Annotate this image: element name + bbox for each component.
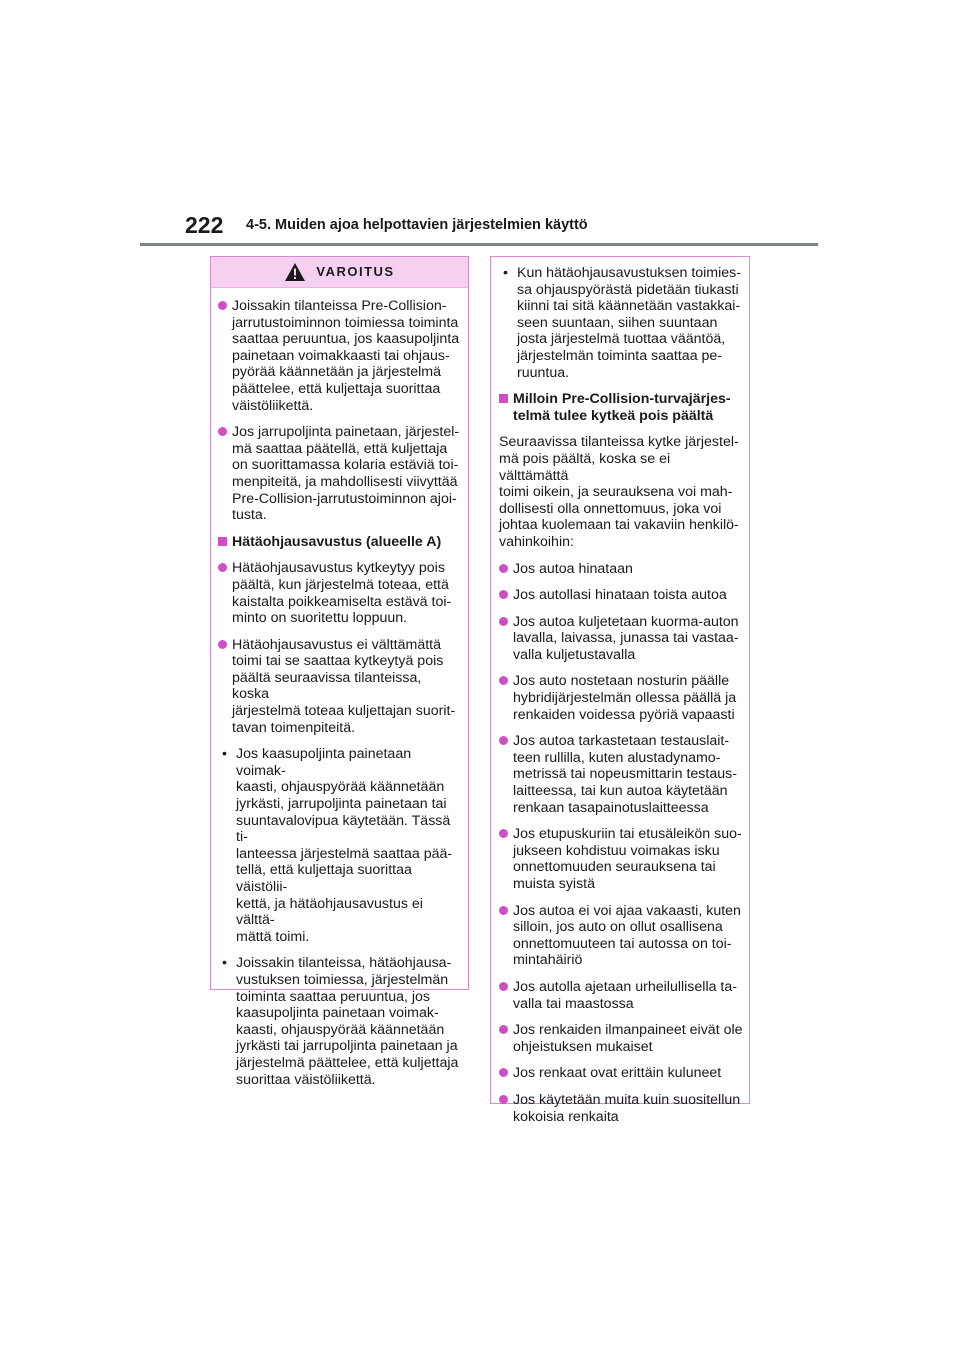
bullet-circle-icon bbox=[218, 640, 227, 649]
bullet-circle-icon bbox=[499, 829, 508, 838]
page-header bbox=[0, 0, 960, 250]
list-item bbox=[499, 826, 743, 892]
list-item-text: Jos renkaiden ilmanpaineet eivät ole ohjeistuksen mukaiset bbox=[513, 1022, 743, 1055]
list-item-text: Jos etupuskuriin tai etusäleikön suo- jukseen kohdistuu voimakas isku onnettomuuden seurauksena tai muista syistä bbox=[513, 826, 742, 892]
list-item bbox=[218, 424, 462, 524]
list-item bbox=[499, 903, 743, 969]
bullet-circle-icon bbox=[499, 590, 508, 599]
bullet-circle-icon bbox=[218, 301, 227, 310]
list-item-text: Jos renkaat ovat erittäin kuluneet bbox=[513, 1065, 722, 1082]
list-item-text: Hätäohjausavustus kytkeytyy pois päältä, kun järjestelmä toteaa, että kaistalta poikkeamiselta estävä toi- minto on suoritettu loppuun. bbox=[232, 560, 452, 627]
bullet-circle-icon bbox=[499, 617, 508, 626]
list-item bbox=[499, 733, 743, 816]
bullet-circle-icon bbox=[218, 427, 227, 436]
page-number: 222 bbox=[185, 212, 224, 238]
list-item-text: Jos kaasupoljinta painetaan voimak- kaasti, ohjauspyörää käännetään jyrkästi, jarrupoljinta painetaan tai suuntavalovipua käytetään. Tässä ti- lanteessa järjestelmä saattaa pää- tellä, että kuljettaja suorittaa väistölii- kettä, ja hätäohjausavustus ei välttä- mättä toimi. bbox=[236, 746, 453, 945]
list-item bbox=[218, 560, 462, 626]
list-item bbox=[218, 637, 462, 737]
list-item-text: Jos autoa tarkastetaan testauslait- teen rullilla, kuten alustadynamo- metrissä tai nopeusmittarin testaus- laitteessa, tai kun autoa käytetään renkaan tasapainotuslaitteessa bbox=[513, 733, 737, 816]
list-item-text: Joissakin tilanteissa, hätäohjausa- vustuksen toimiessa, järjestelmän toiminta saattaa peruuntua, jos kaasupoljinta painetaan voimak- kaasti, ohjauspyörää käännetään jyrkästi tai jarrupoljinta painetaan ja järjestelmä päättelee, että kuljettaja suorittaa väistöliikettä. bbox=[236, 955, 459, 1088]
list-item-text: Jos auto nostetaan nosturin päälle hybridijärjestelmän ollessa päällä ja renkaiden voidessa pyöriä vapaasti bbox=[513, 673, 737, 723]
warning-triangle-icon bbox=[284, 262, 306, 282]
list-item bbox=[218, 746, 462, 945]
heading-text: Milloin Pre-Collision-turvajärjes- telmä tulee kytkeä pois päältä bbox=[513, 391, 731, 424]
warning-box bbox=[210, 256, 469, 1088]
list-item bbox=[218, 955, 462, 1088]
subsection-heading bbox=[218, 534, 462, 551]
list-item-text: Jos autoa ei voi ajaa vakaasti, kuten silloin, jos auto on ollut osallisena onnettomuuteen tai autossa on toi- mintahäiriö bbox=[513, 902, 741, 969]
continuation-box bbox=[490, 256, 750, 1125]
bullet-square-icon bbox=[218, 537, 227, 546]
list-item-text: Jos autolla ajetaan urheilullisella ta- valla tai maastossa bbox=[513, 978, 737, 1012]
bullet-dot-icon: • bbox=[222, 746, 227, 763]
list-item-text: Jos autollasi hinataan toista autoa bbox=[513, 587, 727, 604]
bullet-circle-icon bbox=[499, 676, 508, 685]
list-item bbox=[499, 1065, 743, 1082]
list-item-text: Kun hätäohjausavustuksen toimies- sa ohjauspyörästä pidetään tiukasti kiinni tai sitä käännetään vastakkai- seen suuntaan, siihen suuntaan josta järjestelmä tuottaa vääntöä, järjestelmän toiminta saattaa pe- ruuntua. bbox=[517, 265, 741, 381]
list-item-text: Jos autoa kuljetetaan kuorma-auton lavalla, laivassa, junassa tai vastaa- valla kuljetustavalla bbox=[513, 613, 739, 663]
heading-text: Hätäohjausavustus (alueelle A) bbox=[232, 533, 442, 550]
subsection-heading bbox=[499, 391, 743, 424]
list-item-text: Joissakin tilanteissa Pre-Collision- jarrutustoiminnon toimiessa toiminta saattaa peruuntua, jos kaasupoljinta painetaan voimakkaasti tai ohjaus- pyörää käännetään ja järjestelmä päättelee, että kuljettaja suorittaa väistöliikettä. bbox=[232, 298, 460, 414]
bullet-circle-icon bbox=[499, 982, 508, 991]
list-item bbox=[499, 265, 743, 381]
list-item-text: Jos jarrupoljinta painetaan, järjestel- mä saattaa päätellä, että kuljettaja on suorittamassa kolaria estäviä toi- menpiteitä, ja mahdollisesti viivyttää Pre-Collision-jarrutustoiminnon ajoi- tusta. bbox=[232, 424, 460, 524]
section-title: 4-5. Muiden ajoa helpottavien järjestelmien käyttö bbox=[246, 217, 588, 233]
warning-label: VAROITUS bbox=[316, 263, 395, 279]
list-item bbox=[499, 1022, 743, 1055]
bullet-circle-icon bbox=[499, 736, 508, 745]
paragraph: Seuraavissa tilanteissa kytke järjestel- mä pois päältä, koska se ei välttämättä toimi oikein, ja seurauksena voi mah- dollisesti olla onnettomuus, joka voi johtaa kuolemaan tai vakaviin henkilö- vahinkoihin: bbox=[499, 434, 739, 550]
bullet-circle-icon bbox=[499, 564, 508, 573]
bullet-circle-icon bbox=[499, 1025, 508, 1034]
list-item-text: Jos autoa hinataan bbox=[513, 560, 633, 577]
list-item bbox=[218, 298, 462, 414]
list-item-text: Hätäohjausavustus ei välttämättä toimi tai se saattaa kytkeytyä pois päältä seuraavissa tilanteissa, koska järjestelmä toteaa kuljettajan suorit- tavan toimenpiteitä. bbox=[232, 636, 456, 736]
bullet-circle-icon bbox=[499, 906, 508, 915]
list-item bbox=[499, 587, 743, 604]
bullet-dot-icon: • bbox=[222, 955, 227, 972]
warning-content bbox=[211, 288, 468, 1088]
bullet-dot-icon: • bbox=[503, 265, 508, 281]
bullet-circle-icon bbox=[218, 563, 227, 572]
list-item bbox=[499, 1092, 743, 1125]
list-item bbox=[499, 561, 743, 578]
warning-header bbox=[211, 257, 468, 288]
list-item bbox=[499, 673, 743, 723]
list-item-text: Jos käytetään muita kuin suositellun kokoisia renkaita bbox=[513, 1091, 741, 1125]
list-item bbox=[499, 979, 743, 1012]
header-divider bbox=[140, 243, 818, 246]
list-item bbox=[499, 614, 743, 664]
bullet-circle-icon bbox=[499, 1095, 508, 1104]
bullet-circle-icon bbox=[499, 1068, 508, 1077]
bullet-square-icon bbox=[499, 394, 508, 403]
